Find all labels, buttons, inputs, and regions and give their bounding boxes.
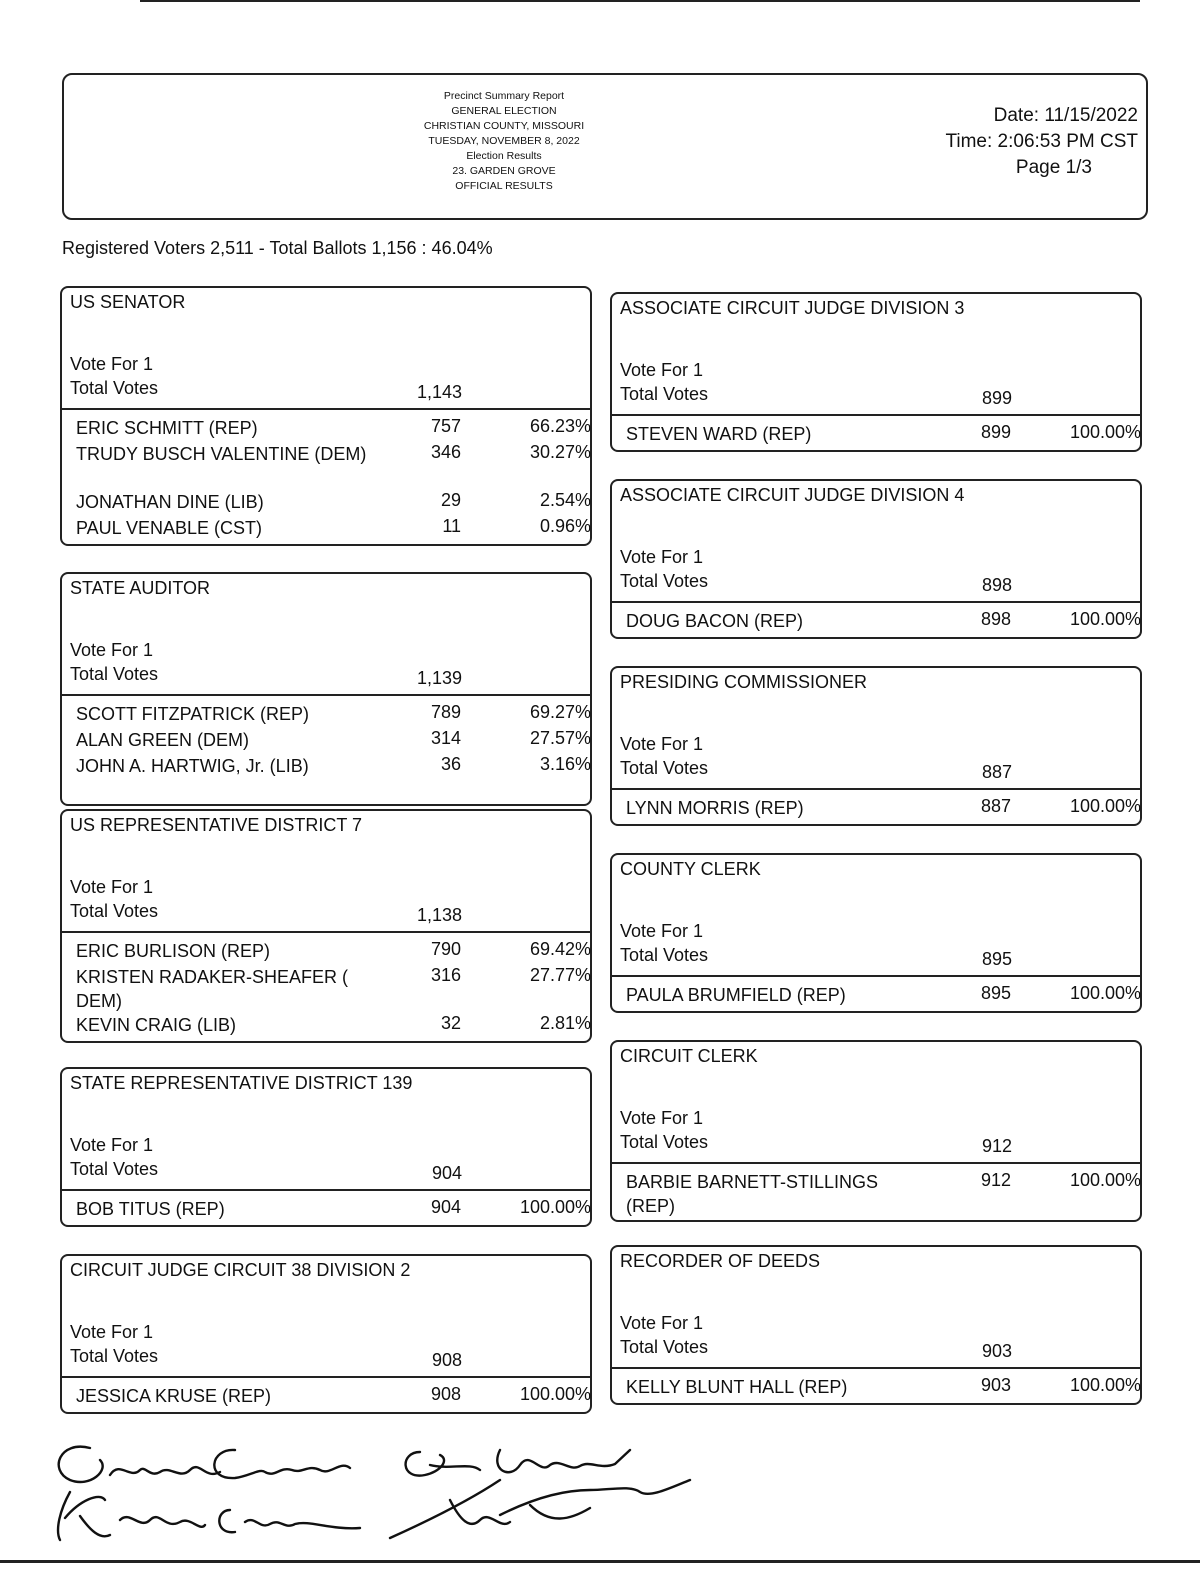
candidate-percent: 100.00%: [1069, 1170, 1141, 1190]
scan-edge-top: [140, 0, 1140, 2]
total-votes-value: 908: [431, 1350, 462, 1370]
vote-for-label: Vote For 1: [620, 547, 704, 567]
candidate-name: TRUDY BUSCH VALENTINE (DEM): [76, 444, 367, 464]
candidate-row: [76, 516, 590, 540]
total-votes-label: Total Votes: [620, 945, 709, 965]
total-votes-label: Total Votes: [70, 378, 159, 398]
handwritten-signatures: [30, 1430, 730, 1550]
total-votes-value: 1,143: [416, 382, 462, 402]
election-date: TUESDAY, NOVEMBER 8, 2022: [428, 135, 580, 147]
report-meta: [945, 103, 1138, 181]
candidate-percent: 66.23%: [529, 416, 591, 436]
contest-title: ASSOCIATE CIRCUIT JUDGE DIVISION 4: [620, 485, 965, 505]
total-votes-label: Total Votes: [620, 758, 709, 778]
contest-box: [610, 853, 1142, 1013]
contest-divider: [612, 414, 1140, 416]
candidate-row: [626, 1375, 1140, 1399]
candidate-votes: 32: [440, 1013, 461, 1033]
contest-title: ASSOCIATE CIRCUIT JUDGE DIVISION 3: [620, 298, 965, 318]
registered-voters-summary: Registered Voters 2,511 - Total Ballots 1,156 : 46.04%: [62, 238, 493, 258]
candidate-row: [76, 1384, 590, 1408]
vote-for-label: Vote For 1: [70, 877, 154, 897]
candidate-votes: 898: [980, 609, 1011, 629]
candidate-votes: 912: [980, 1170, 1011, 1190]
candidate-votes: 899: [980, 422, 1011, 442]
candidate-votes: 346: [430, 442, 461, 462]
candidate-percent: 100.00%: [519, 1197, 591, 1217]
candidate-row: [76, 490, 590, 514]
total-votes-value: 895: [981, 949, 1012, 969]
total-votes-label: Total Votes: [620, 571, 709, 591]
contest-box: [610, 479, 1142, 639]
report-title: Precinct Summary Report: [443, 90, 565, 102]
candidate-name: KRISTEN RADAKER-SHEAFER ( DEM): [76, 967, 349, 1011]
vote-for-label: Vote For 1: [70, 1322, 154, 1342]
candidate-percent: 100.00%: [1069, 983, 1141, 1003]
vote-for-label: Vote For 1: [620, 734, 704, 754]
candidate-name: KELLY BLUNT HALL (REP): [626, 1377, 848, 1397]
total-votes-value: 903: [981, 1341, 1012, 1361]
vote-for-label: Vote For 1: [70, 640, 154, 660]
candidate-votes: 789: [430, 702, 461, 722]
candidate-votes: 904: [430, 1197, 461, 1217]
candidate-row: [76, 754, 590, 778]
candidate-row: [76, 442, 590, 466]
contest-divider: [62, 1376, 590, 1378]
candidate-row: [626, 1170, 1141, 1216]
total-votes-label: Total Votes: [620, 1337, 709, 1357]
candidate-name: PAUL VENABLE (CST): [76, 518, 263, 538]
candidate-name: JESSICA KRUSE (REP): [76, 1386, 272, 1406]
report-subtitle: Election Results: [466, 150, 542, 162]
candidate-row: [626, 983, 1140, 1007]
candidate-name: DOUG BACON (REP): [626, 611, 804, 631]
contest-box: [60, 1254, 592, 1414]
vote-for-label: Vote For 1: [70, 354, 154, 374]
official-results-label: OFFICIAL RESULTS: [455, 180, 553, 192]
contest-divider: [612, 1162, 1140, 1164]
contest-box: [60, 1067, 592, 1227]
scan-edge-bottom: [0, 1560, 1200, 1563]
candidate-percent: 3.16%: [539, 754, 591, 774]
candidate-percent: 100.00%: [519, 1384, 591, 1404]
candidate-row: [626, 609, 1140, 633]
candidate-votes: 895: [980, 983, 1011, 1003]
candidate-percent: 30.27%: [529, 442, 591, 462]
report-time: Time: 2:06:53 PM CST: [945, 131, 1138, 152]
total-votes-label: Total Votes: [70, 1159, 159, 1179]
candidate-percent: 2.54%: [539, 490, 591, 510]
total-votes-label: Total Votes: [70, 664, 159, 684]
candidate-name: BARBIE BARNETT-STILLINGS (REP): [626, 1172, 879, 1216]
contest-box: [610, 1040, 1142, 1222]
contest-divider: [612, 1367, 1140, 1369]
candidate-percent: 100.00%: [1069, 1375, 1141, 1395]
candidate-row: [626, 796, 1140, 820]
candidate-percent: 69.27%: [529, 702, 591, 722]
contest-title: US SENATOR: [70, 292, 186, 312]
vote-for-label: Vote For 1: [620, 1108, 704, 1128]
total-votes-value: 1,139: [416, 668, 462, 688]
candidate-name: JOHN A. HARTWIG, Jr. (LIB): [76, 756, 309, 776]
total-votes-label: Total Votes: [620, 384, 709, 404]
candidate-row: [76, 965, 591, 1011]
report-title-block: [394, 89, 614, 194]
contest-box: [610, 292, 1142, 452]
contest-divider: [62, 931, 590, 933]
page-number: Page 1/3: [1015, 157, 1092, 178]
contest-box: [60, 572, 592, 806]
contest-divider: [62, 694, 590, 696]
candidate-votes: 36: [440, 754, 461, 774]
precinct-name: 23. GARDEN GROVE: [452, 165, 556, 177]
candidate-votes: 908: [430, 1384, 461, 1404]
candidate-percent: 100.00%: [1069, 422, 1141, 442]
signatures: [30, 1430, 730, 1550]
candidate-row: [76, 416, 590, 440]
candidate-row: [76, 1197, 590, 1221]
vote-for-label: Vote For 1: [70, 1135, 154, 1155]
contest-title: STATE REPRESENTATIVE DISTRICT 139: [70, 1073, 413, 1093]
contest-box: [610, 666, 1142, 826]
candidate-name: ERIC BURLISON (REP): [76, 941, 271, 961]
contest-divider: [62, 1189, 590, 1191]
contest-box: [610, 1245, 1142, 1405]
candidate-percent: 2.81%: [539, 1013, 591, 1033]
candidate-votes: 903: [980, 1375, 1011, 1395]
contest-title: STATE AUDITOR: [70, 578, 211, 598]
candidate-name: SCOTT FITZPATRICK (REP): [76, 704, 309, 724]
election-name: GENERAL ELECTION: [451, 105, 557, 117]
total-votes-value: 887: [981, 762, 1012, 782]
total-votes-value: 899: [981, 388, 1012, 408]
candidate-votes: 316: [430, 965, 461, 985]
total-votes-label: Total Votes: [620, 1132, 709, 1152]
candidate-name: ERIC SCHMITT (REP): [76, 418, 258, 438]
candidate-name: PAULA BRUMFIELD (REP): [626, 985, 846, 1005]
candidate-percent: 69.42%: [529, 939, 591, 959]
candidate-votes: 29: [440, 490, 461, 510]
contest-divider: [612, 601, 1140, 603]
candidate-votes: 887: [980, 796, 1011, 816]
total-votes-value: 912: [981, 1136, 1012, 1156]
report-header: [62, 73, 1148, 220]
candidate-row: [76, 939, 590, 963]
contest-box: [60, 809, 592, 1043]
candidate-name: ALAN GREEN (DEM): [76, 730, 250, 750]
contest-divider: [612, 975, 1140, 977]
vote-for-label: Vote For 1: [620, 1313, 704, 1333]
candidate-name: BOB TITUS (REP): [76, 1199, 225, 1219]
candidate-name: STEVEN WARD (REP): [626, 424, 812, 444]
vote-for-label: Vote For 1: [620, 921, 704, 941]
candidate-row: [76, 702, 590, 726]
candidate-votes: 11: [442, 516, 461, 536]
candidate-votes: 314: [430, 728, 461, 748]
candidate-percent: 0.96%: [539, 516, 591, 536]
candidate-row: [76, 1013, 590, 1037]
candidate-percent: 100.00%: [1069, 796, 1141, 816]
candidate-name: KEVIN CRAIG (LIB): [76, 1015, 237, 1035]
contest-title: COUNTY CLERK: [620, 859, 761, 879]
candidate-name: JONATHAN DINE (LIB): [76, 492, 264, 512]
candidate-percent: 27.57%: [529, 728, 591, 748]
contest-title: CIRCUIT CLERK: [620, 1046, 758, 1066]
total-votes-value: 1,138: [416, 905, 462, 925]
total-votes-value: 904: [431, 1163, 462, 1183]
candidate-votes: 757: [430, 416, 461, 436]
vote-for-label: Vote For 1: [620, 360, 704, 380]
contest-title: RECORDER OF DEEDS: [620, 1251, 821, 1271]
candidate-votes: 790: [430, 939, 461, 959]
total-votes-value: 898: [981, 575, 1012, 595]
candidate-name: LYNN MORRIS (REP): [626, 798, 804, 818]
contest-box: [60, 286, 592, 546]
contest-title: PRESIDING COMMISSIONER: [620, 672, 868, 692]
county-name: CHRISTIAN COUNTY, MISSOURI: [423, 120, 585, 132]
contest-title: US REPRESENTATIVE DISTRICT 7: [70, 815, 363, 835]
candidate-row: [76, 728, 590, 752]
contest-title: CIRCUIT JUDGE CIRCUIT 38 DIVISION 2: [70, 1260, 411, 1280]
candidate-percent: 100.00%: [1069, 609, 1141, 629]
contest-divider: [62, 408, 590, 410]
candidate-row: [626, 422, 1140, 446]
candidate-percent: 27.77%: [529, 965, 591, 985]
report-date: Date: 11/15/2022: [993, 105, 1138, 126]
total-votes-label: Total Votes: [70, 901, 159, 921]
contest-divider: [612, 788, 1140, 790]
total-votes-label: Total Votes: [70, 1346, 159, 1366]
